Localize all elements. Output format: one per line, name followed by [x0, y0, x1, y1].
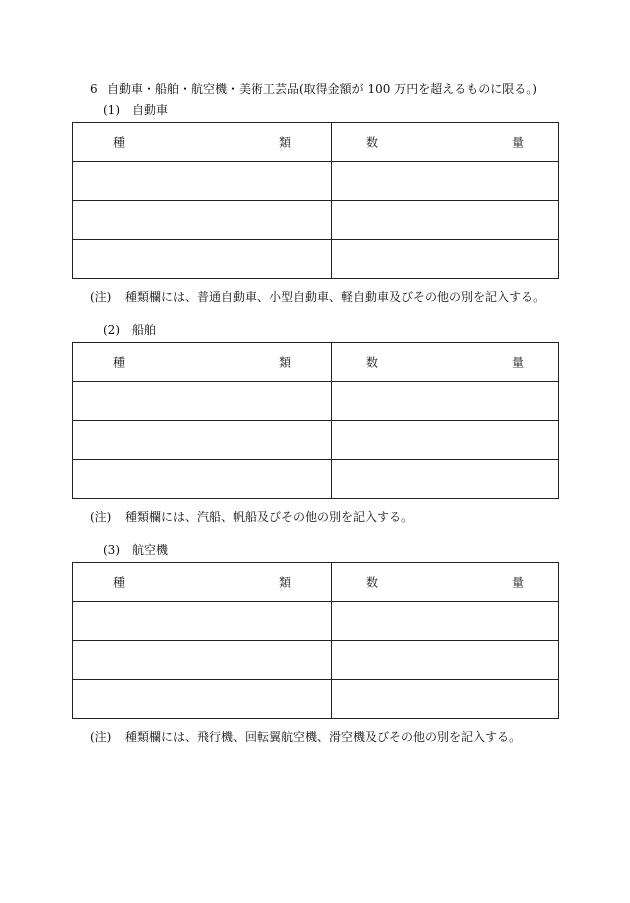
vehicles-note: (注) 種類欄には、普通自動車、小型自動車、軽自動車及びその他の別を記入する。	[90, 290, 546, 304]
quantity-cell[interactable]	[332, 240, 559, 279]
table-row	[73, 641, 559, 680]
quantity-cell[interactable]	[332, 641, 559, 680]
table-row	[73, 201, 559, 240]
quantity-header: 数 量	[332, 563, 559, 602]
type-cell[interactable]	[73, 162, 332, 201]
table-row	[73, 162, 559, 201]
type-header: 種 類	[73, 343, 332, 382]
type-cell[interactable]	[73, 201, 332, 240]
table-header-row	[73, 563, 559, 602]
type-header: 種 類	[73, 563, 332, 602]
quantity-cell[interactable]	[332, 382, 559, 421]
aircraft-note: (注) 種類欄には、飛行機、回転翼航空機、滑空機及びその他の別を記入する。	[90, 730, 522, 744]
table-row	[73, 382, 559, 421]
type-header: 種 類	[73, 123, 332, 162]
ships-note: (注) 種類欄には、汽船、帆船及びその他の別を記入する。	[90, 510, 414, 524]
table-header-row	[73, 343, 559, 382]
aircraft-table	[72, 562, 559, 719]
type-cell[interactable]	[73, 460, 332, 499]
quantity-cell[interactable]	[332, 421, 559, 460]
table-row	[73, 460, 559, 499]
section-title: 自動車・船舶・航空機・美術工芸品(取得金額が 100 万円を超えるものに限る。)	[107, 82, 537, 96]
type-cell[interactable]	[73, 602, 332, 641]
table-row	[73, 680, 559, 719]
quantity-cell[interactable]	[332, 201, 559, 240]
section-heading	[90, 80, 537, 97]
type-cell[interactable]	[73, 382, 332, 421]
type-cell[interactable]	[73, 641, 332, 680]
quantity-header: 数 量	[332, 343, 559, 382]
quantity-header: 数 量	[332, 123, 559, 162]
type-cell[interactable]	[73, 680, 332, 719]
table-row	[73, 602, 559, 641]
table-row	[73, 240, 559, 279]
ships-table	[72, 342, 559, 499]
vehicles-table	[72, 122, 559, 279]
type-cell[interactable]	[73, 240, 332, 279]
quantity-cell[interactable]	[332, 162, 559, 201]
quantity-cell[interactable]	[332, 680, 559, 719]
quantity-cell[interactable]	[332, 460, 559, 499]
subsection-heading-vehicles: (1) 自動車	[103, 103, 169, 117]
subsection-heading-aircraft: (3) 航空機	[103, 543, 169, 557]
subsection-heading-ships: (2) 船舶	[103, 323, 157, 337]
quantity-cell[interactable]	[332, 602, 559, 641]
section-number: 6	[90, 82, 98, 96]
table-row	[73, 421, 559, 460]
table-header-row	[73, 123, 559, 162]
type-cell[interactable]	[73, 421, 332, 460]
